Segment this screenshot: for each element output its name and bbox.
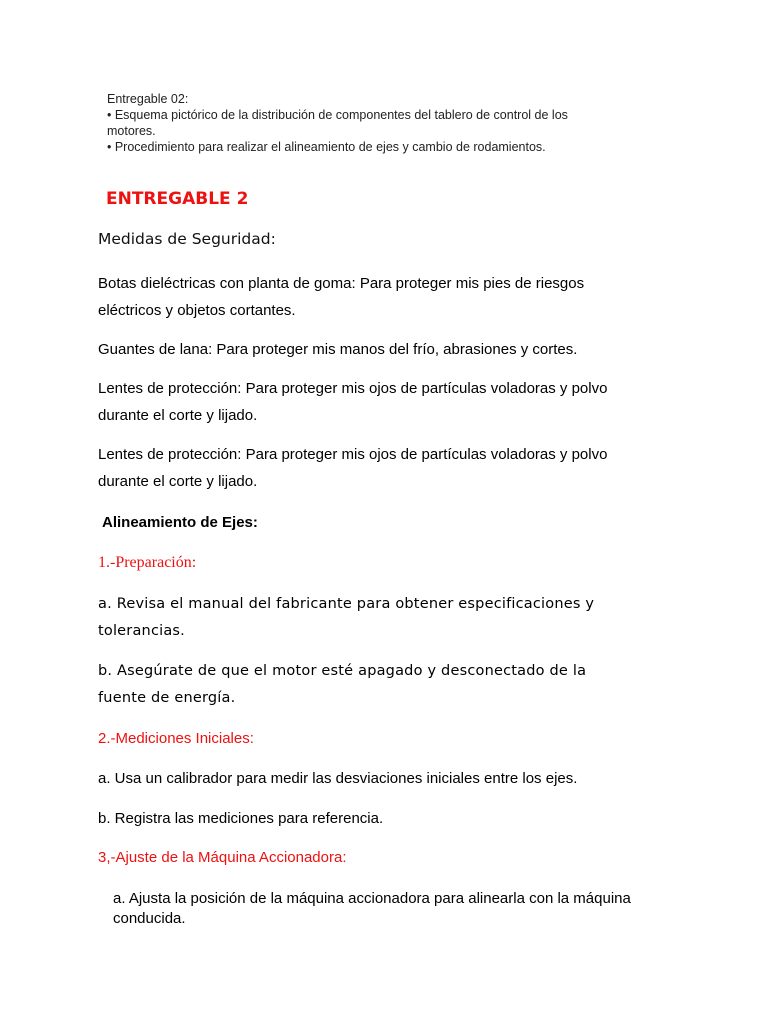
intro-title: Entregable 02:	[107, 92, 189, 106]
alignment-title: Alineamiento de Ejes:	[102, 514, 258, 531]
step-1-item-a: a. Revisa el manual del fabricante para obtener especificaciones y tolerancias.	[98, 596, 595, 639]
step-3-title: 3,-Ajuste de la Máquina Accionadora:	[98, 849, 347, 866]
step-1-title: 1.-Preparación:	[98, 554, 197, 571]
step-2-item-a: a. Usa un calibrador para medir las desviaciones iniciales entre los ejes.	[98, 770, 578, 787]
intro-bullet-1: • Esquema pictórico de la distribución de componentes del tablero de control de los motores.	[107, 108, 568, 138]
intro-block	[107, 91, 587, 155]
step-2-title: 2.-Mediciones Iniciales:	[98, 730, 254, 747]
safety-item-boots: Botas dieléctricas con planta de goma: Para proteger mis pies de riesgos eléctricos y objetos cortantes.	[98, 275, 585, 319]
safety-title: Medidas de Seguridad:	[98, 230, 276, 248]
safety-item-glasses-repeat: Lentes de protección: Para proteger mis ojos de partículas voladoras y polvo durante el corte y lijado.	[98, 446, 608, 490]
safety-item-gloves: Guantes de lana: Para proteger mis manos del frío, abrasiones y cortes.	[98, 341, 578, 358]
intro-bullet-2: • Procedimiento para realizar el alineamiento de ejes y cambio de rodamientos.	[107, 140, 546, 154]
step-2-item-b: b. Registra las mediciones para referencia.	[98, 810, 384, 827]
safety-item-glasses: Lentes de protección: Para proteger mis ojos de partículas voladoras y polvo durante el corte y lijado.	[98, 380, 608, 424]
step-3-item-a: a. Ajusta la posición de la máquina accionadora para alinearla con la máquina conducida.	[113, 890, 631, 927]
document-heading: ENTREGABLE 2	[106, 189, 249, 209]
step-1-item-b: b. Asegúrate de que el motor esté apagado y desconectado de la fuente de energía.	[98, 663, 587, 706]
